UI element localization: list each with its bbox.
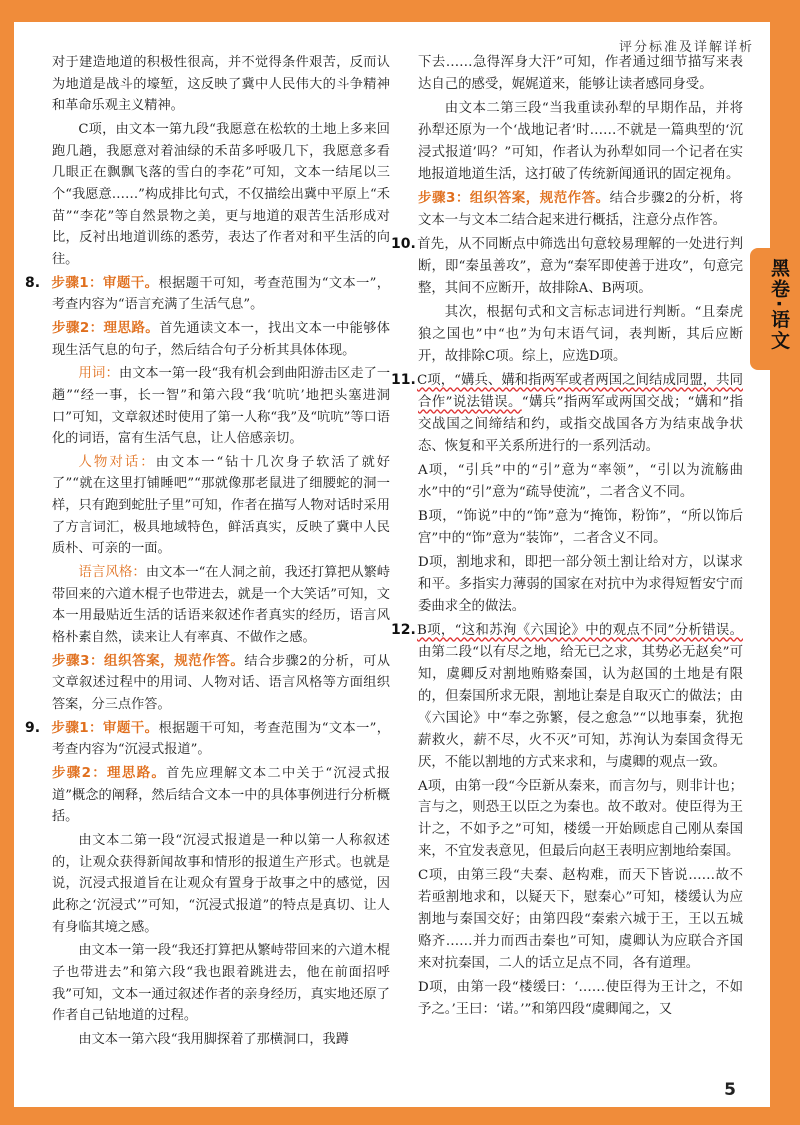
step-label: 步骤1：审题干。 [51, 274, 159, 291]
keyword-label: 用词： [78, 365, 119, 382]
question-9-step3 [418, 188, 743, 232]
question-8-step1 [25, 273, 390, 316]
header-title: 评分标准及详解详析 [618, 40, 754, 55]
question-number: 11. [391, 371, 416, 388]
question-number: 12. [391, 621, 416, 638]
option-analysis: D项，割地求和，即把一部分领土割让给对方，以谋求和平。多指实力薄弱的国家在对抗中为求得短暂安宁而委曲求全的做法。 [418, 554, 743, 614]
keyword-label: 人物对话： [78, 453, 156, 470]
page-frame-bottom [0, 1107, 800, 1125]
paragraph: 下去……急得浑身大汗”可知，作者通过细节描写来表达自己的感受，娓娓道来，能够让读者感同身受。 [418, 55, 743, 92]
option-analysis: D项，由第一段“楼缓曰：‘……使臣得为王计之，不如予之。’王曰：‘诺。’”和第四段“虞卿闻之，又 [418, 980, 743, 1018]
step-text: 结合步骤2的分析，可从文章叙述过程中的用词、人物对话、语言风格等方面组织答案，分三点作答。 [52, 653, 391, 713]
answer-text: “媾兵”指两军或两国交战；“媾和”指交战国之间缔结和约，或指交战国各方为结束战争状态、恢复和平关系所进行的一系列活动。 [418, 394, 743, 454]
answer-text: 由第二段“以有尽之地，给无已之求，其势必无赵矣”可知，虞卿反对割地贿赂秦国，认为赵国的土地是有限的，但秦国所求无限，割地让秦是自取灭亡的做法；由《六国论》中“奉之弥繁，侵之愈急”“以地事秦，犹抱薪救火，薪不尽，火不灭”可知，苏洵认为秦国贪得无厌，不能以割地的方式来求和，与虞卿的观点一致。 [418, 644, 743, 770]
question-9-step2 [52, 763, 390, 828]
option-analysis: B项，“饰说”中的“饰”意为“掩饰，粉饰”，“所以饰后宫”中的“饰”意为“装饰”，二者含义不同。 [418, 508, 743, 546]
paragraph: 由文本二第一段“沉浸式报道是一种以第一人称叙述的，让观众获得新闻故事和情形的报道生产形式。也就是说，沉浸式报道旨在让观众有置身于故事之中的感觉，因此称之‘沉浸式’”可知，“沉浸式报道”的特点是真切、让人有身临其境之感。 [52, 832, 390, 935]
paragraph: 其次，根据句式和文言标志词进行判断。“且秦虎狼之国也”中“也”为句末语气词，表判断，其后应断开，故排除C项。综上，应选D项。 [418, 304, 743, 364]
right-column [391, 52, 743, 1023]
step-label: 步骤3：组织答案，规范作答。 [52, 652, 245, 669]
step-text: 首先应理解文本二中关于“沉浸式报道”概念的阐释，然后结合文本一中的具体事例进行分析概括。 [52, 766, 390, 825]
step-label: 步骤1：审题干。 [51, 719, 159, 736]
question-9-step1 [25, 718, 390, 761]
question-12-p1 [391, 620, 743, 774]
page-frame-left [0, 0, 14, 1125]
wavy-underlined-answer: C项，“媾兵、媾和指两军或者两国之间结成同盟，共同合作”说法错误。 [417, 372, 743, 410]
paragraph: 由文本一第一段“我还打算把从繁峙带回来的六道木棍子也带进去”和第六段“我也跟着跳进去，他在前面招呼我”可知，文本一通过叙述作者的亲身经历，真实地还原了作者自己钻地道的过程。 [52, 943, 390, 1024]
question-8-step3 [52, 651, 390, 716]
step-text: 根据题干可知，考查范围为“文本一”，考查内容为“语言充满了生活气息”。 [52, 275, 390, 313]
question-10-p1 [391, 234, 743, 300]
left-column [25, 52, 391, 1053]
option-analysis: A项，“引兵”中的“引”意为“率领”，“引以为流觞曲水”中的“引”意为“疏导使流”，二者含义不同。 [418, 462, 743, 500]
paragraph: 对于建造地道的积极性很高，并不觉得条件艰苦，反而认为地道是战斗的壕堑，这反映了冀中人民伟大的斗争精神和革命乐观主义精神。 [52, 55, 390, 114]
question-8-point-3 [52, 562, 390, 649]
option-analysis: C项，由第三段“夫秦、赵构难，而天下皆说……故不若亟割地求和，以疑天下，慰秦心”可知，楼缓认为应割地与秦国交好；由第四段“秦索六城于王，王以五城赂齐……并力而西击秦也”可知，虞卿认为应联合齐国来对抗秦国，二人的话立足点不同，各有道理。 [418, 868, 743, 972]
point-text: 由文本一“在人洞之前，我还打算把从繁峙带回来的六道木棍子也带进去，就是一个大笑话”可知，文本一用最贴近生活的话语来叙述作者真实的经历，语言风格朴素自然，读来让人有率真、不做作之感。 [52, 565, 391, 646]
question-number: 10. [391, 235, 416, 252]
step-text: 根据题干可知，考查范围为“文本一”，考查内容为“沉浸式报道”。 [52, 720, 390, 758]
step-text: 结合步骤2的分析，将文本一与文本二结合起来进行概括，注意分点作答。 [418, 190, 743, 228]
wavy-underlined-answer: B项，“这和苏洵《六国论》中的观点不同”分析错误。 [417, 622, 743, 638]
step-text: 首先通读文本一，找出文本一中能够体现生活气息的句子，然后结合句子分析其具体体现。 [52, 320, 390, 358]
question-8-step2 [52, 318, 390, 361]
keyword-label: 语言风格： [78, 564, 146, 581]
point-text: 由文本一第一段“我有机会到曲阳游击区走了一趟”“经一事，长一智”和第六段“我‘吭吭’地把头塞进洞口”可知，文章叙述时使用了第一人称“我”及“吭吭”等口语化的词语，富有生活气息，让人倍感亲切。 [52, 366, 391, 447]
page-frame-top [0, 0, 800, 22]
question-8-point-2 [52, 452, 390, 560]
side-tab-label: 黑卷·语文 [768, 258, 790, 352]
question-8-point-1 [52, 363, 390, 450]
question-number: 9. [25, 719, 41, 736]
question-number: 8. [25, 274, 41, 291]
question-11-p1 [391, 370, 743, 458]
step-label: 步骤2：理思路。 [52, 319, 160, 336]
step-label: 步骤3：组织答案，规范作答。 [418, 189, 610, 206]
step-label: 步骤2：理思路。 [52, 765, 167, 781]
page-frame-right [770, 0, 800, 1125]
page-number: 5 [724, 1080, 736, 1100]
paragraph: 由文本一第六段“我用脚探着了那横洞口，我蹲 [78, 1031, 349, 1047]
point-text: 由文本一“钻十几次身子软活了就好了”“就在这里打铺睡吧”“那就像那老鼠进了细腰蛇的洞一样，只有跑到蛇肚子里”可知，作者在描写人物对话时采用了方言词汇，极具地域特色，鲜活真实，反映了冀中人民质朴、可亲的一面。 [52, 454, 390, 557]
option-analysis: A项，由第一段“今臣新从秦来，而言勿与，则非计也；言与之，则恐王以臣之为秦也。故不敢对。使臣得为王计之，不如予之”可知，楼缓一开始顾虑自己刚从秦国来，不宜发表意见，但最后向赵王表明应割地给秦国。 [418, 778, 743, 860]
paragraph: 由文本二第三段“当我重读孙犁的早期作品，并将孙犁还原为一个‘战地记者’时……不就是一篇典型的‘沉浸式报道’吗？”可知，作者认为孙犁如同一个记者在实地报道地道生活，这打破了传统新闻通讯的固定视角。 [418, 100, 743, 182]
answer-text: 首先，从不同断点中筛选出句意较易理解的一处进行判断，即“秦虽善攻”，意为“秦军即使善于进攻”，句意完整，其间不应断开，故排除A、B两项。 [417, 236, 743, 296]
paragraph: C项，由文本一第九段“我愿意在松软的土地上多来回跑几趟，我愿意对着油绿的禾苗多呼吸几下，我愿意多看几眼正在飘飘飞落的雪白的李花”可知，文本一结尾以三个“我愿意……”构成排比句式，不仅描绘出冀中平原上“禾苗”“李花”等自然景物之美，更与地道的艰苦生活形成对比，反衬出地道训练的悉劳，表达了作者对和平生活的向往。 [52, 121, 390, 267]
